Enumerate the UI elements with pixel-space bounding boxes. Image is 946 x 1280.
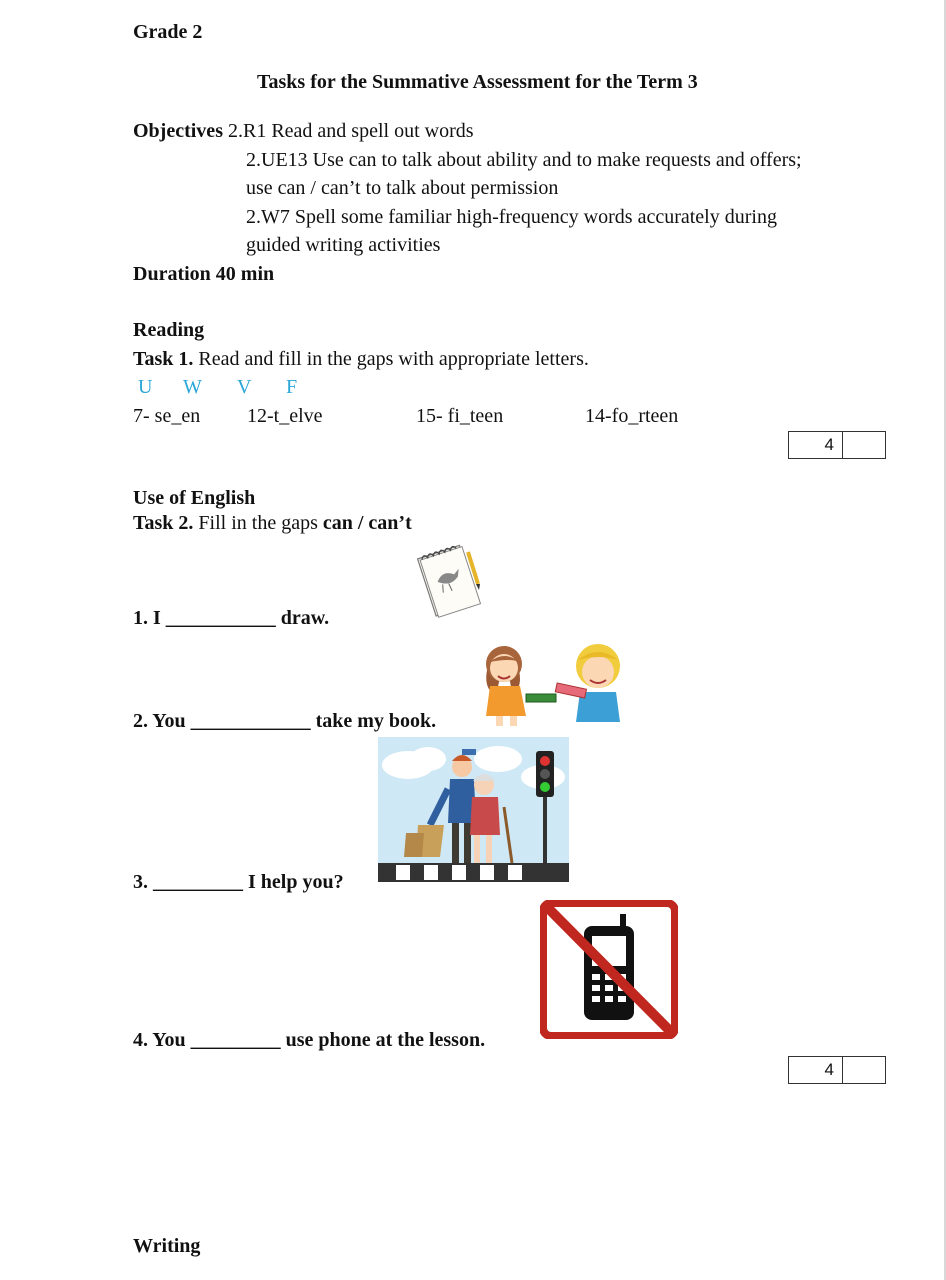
gap-word: 14-fo_rteen bbox=[585, 405, 679, 427]
gap-word: 12-t_elve bbox=[247, 405, 323, 427]
sentence-4: 4. You _________ use phone at the lesson. bbox=[133, 1029, 486, 1051]
letter-option: U bbox=[138, 376, 153, 398]
score-value: 4 bbox=[789, 1057, 843, 1083]
letter-option: V bbox=[237, 376, 252, 398]
letter-options bbox=[0, 377, 400, 399]
score-entry[interactable] bbox=[843, 432, 885, 458]
use-of-english-heading: Use of English bbox=[133, 487, 256, 509]
task1-label: Task 1. bbox=[133, 348, 194, 370]
children-sharing-books-icon bbox=[480, 636, 636, 728]
sentence-3: 3. _________ I help you? bbox=[133, 871, 344, 893]
sentence-2: 2. You ____________ take my book. bbox=[133, 710, 437, 732]
task1-text: Read and fill in the gaps with appropriate letters. bbox=[193, 348, 589, 370]
page-title: Tasks for the Summative Assessment for the Term 3 bbox=[257, 71, 698, 93]
objectives-label: Objectives bbox=[133, 120, 223, 142]
notepad-pencil-icon bbox=[416, 540, 484, 622]
grade-label: Grade 2 bbox=[133, 21, 203, 43]
objective-w7-cont: guided writing activities bbox=[246, 234, 441, 256]
gap-word: 15- fi_teen bbox=[416, 405, 504, 427]
score-entry[interactable] bbox=[843, 1057, 885, 1083]
reading-heading: Reading bbox=[133, 319, 205, 341]
sentence-1: 1. I ___________ draw. bbox=[133, 607, 330, 629]
gap-word: 7- se_en bbox=[133, 405, 201, 427]
task2-label: Task 2. bbox=[133, 512, 194, 534]
helping-elderly-crossing-icon bbox=[378, 737, 569, 882]
objective-w7: 2.W7 Spell some familiar high-frequency words accurately during bbox=[246, 206, 777, 228]
objective-r1: 2.R1 Read and spell out words bbox=[227, 120, 474, 142]
no-phone-sign-icon bbox=[540, 900, 678, 1039]
objectives-line1 bbox=[133, 121, 474, 141]
task2-text: Fill in the gaps bbox=[193, 512, 323, 534]
duration: Duration 40 min bbox=[133, 263, 275, 285]
letter-option: W bbox=[183, 376, 202, 398]
task2-modal: can / can’t bbox=[322, 512, 412, 534]
objective-ue13: 2.UE13 Use can to talk about ability and to make requests and offers; bbox=[246, 149, 802, 171]
letter-option: F bbox=[286, 376, 298, 398]
objective-ue13-cont: use can / can’t to talk about permission bbox=[246, 177, 559, 199]
task2-instruction bbox=[133, 513, 412, 533]
writing-heading: Writing bbox=[133, 1235, 201, 1257]
task1-instruction bbox=[133, 349, 589, 369]
task2-score-box[interactable] bbox=[788, 1056, 886, 1084]
score-value: 4 bbox=[789, 432, 843, 458]
task1-score-box[interactable] bbox=[788, 431, 886, 459]
